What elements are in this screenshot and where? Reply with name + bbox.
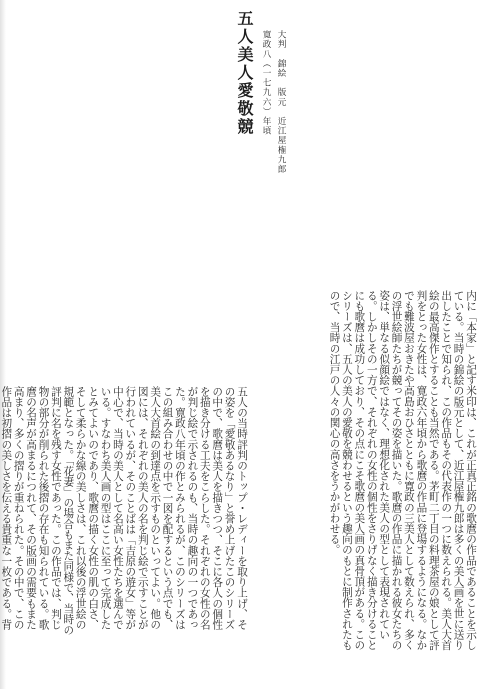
body-text-right-block xyxy=(258,290,477,660)
page-title: 五人美人愛敬競 xyxy=(235,10,254,136)
paragraph: 五人の当時評判のトップ・レディーを取り上げ、その姿を「愛敬あるなり」と誉め上げたこのシリーズの中で、歌麿は美人を描きつつ、そこに各人の個性を描き分ける工夫をこらした。それぞれの女性の名が判じ絵で示されるのも、当時の趣向の一つであった。寛政八年頃の作とみられるが、このシリーズはこの組み合わせの中で一図を配するという点でも、美人大首絵の到達点を示すものといってよい。他の図には、それぞれの美人の名を判じ絵で示すことが行われているが、そのことばは「吉原の遊女」等が中心で、当時の美人として名高い女性たちを選んでいる。すなわち美人画の型はここに至って完成したとみてよいのであり、歌麿の描く女性の肌の白さ、そして柔らかな線の美しさは、これ以後の浮世絵の規範となった。「花妻」の場合もまた同様で、当時の評判に名を残す女性であった。この作品では、判じ物の部分が削られた後摺の存在も知られている。歌麿の名声が高まるにつれて、その版画の需要もまた高まり、多くの摺りが重ねられた。その中で、この作品は初摺の美しさを伝える貴重な一枚である。背 xyxy=(0,386,248,636)
paragraph: 内に「本家」と記す米印は、これが正真正銘の歌麿の作品であることを示している。当時の錦絵の版元として、近江屋権九郎は多くの美人画を世に送り出したことで知られ、この作品もその代表作の一つに数えられる。美人大首絵の最高傑作とすることも当然である。茅町二丁目の料理茶屋の娘として評判をとった女性は、寛政六年頃から歌麿の作品に登場するようになる。なかでも難波屋おきたや高島おひさとともに寛政の三美人として数えられ、多くの浮世絵師たちが競ってその姿を描いた。歌麿の作品に描かれる彼女たちの姿は、単なる似顔絵ではなく、理想化された美人の型として表現されている。しかしその一方で、それぞれの女性の個性をさりげなく描き分けることにも歌麿は成功しており、その点にこそ歌麿の美人画の真骨頂がある。このシリーズは、五人の美人の愛敬を競わせるという趣向のもとに制作されたもので、当時の江戸の人々の関心の高さをうかがわせる。 xyxy=(328,290,477,651)
body-text-left-block xyxy=(0,386,248,636)
meta-format-publisher: 大判 錦絵 版元 近江屋権九郎 xyxy=(276,30,286,174)
meta-date: 寛政八（一七九六）年頃 xyxy=(261,30,271,136)
